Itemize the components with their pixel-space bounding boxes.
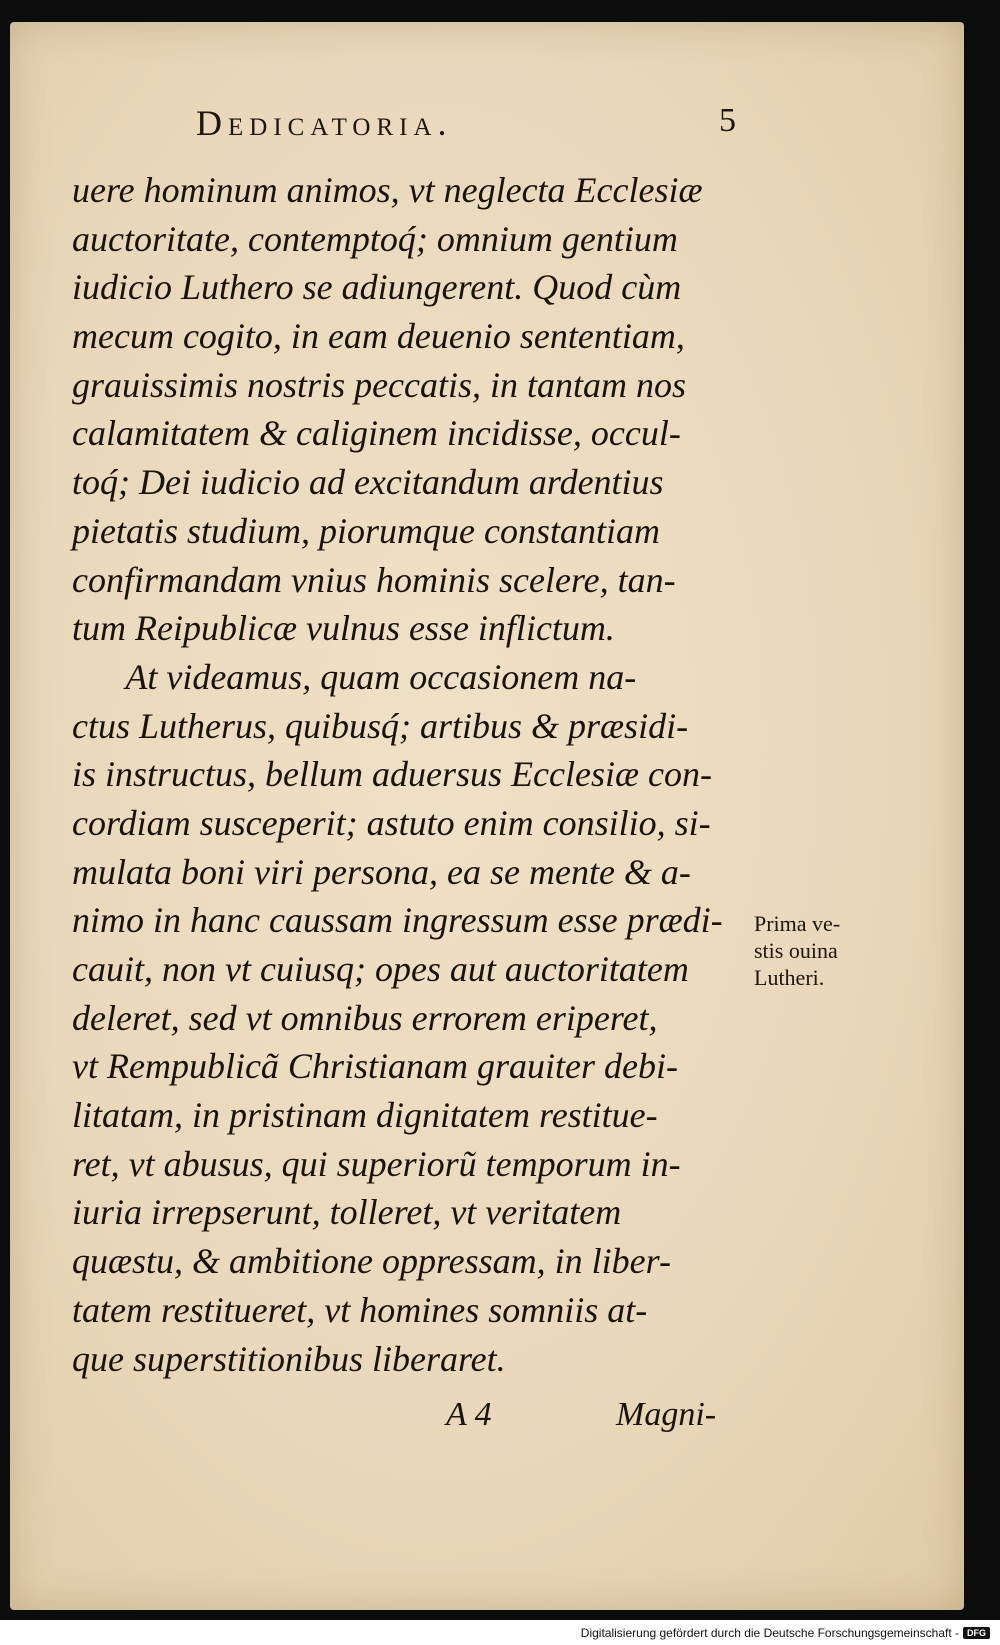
running-title: Dedicatoria. <box>196 103 453 143</box>
digitization-credit <box>581 1626 990 1640</box>
text-line: confirmandam vnius hominis scelere, tan- <box>72 559 676 600</box>
signature-mark: A 4 <box>446 1396 492 1433</box>
margin-note-line: Lutheri. <box>754 965 825 990</box>
margin-note-line: stis ouina <box>754 938 838 963</box>
text-line: grauissimis nostris peccatis, in tantam nos <box>72 364 687 405</box>
text-line: iuria irrepserunt, tolleret, vt veritatem <box>72 1192 622 1233</box>
book-page <box>10 22 964 1610</box>
text-line: tatem restitueret, vt homines somniis at- <box>72 1289 648 1330</box>
credit-text: Digitalisierung gefördert durch die Deutsche Forschungsgemeinschaft - <box>580 1626 959 1640</box>
catchword: Magni- <box>616 1396 717 1433</box>
text-line: nimo in hanc caussam ingressum esse prædi- <box>72 900 723 941</box>
text-line: uere hominum animos, vt neglecta Ecclesiæ <box>72 170 703 210</box>
dfg-logo: DFG <box>963 1627 990 1639</box>
text-line: At videamus, quam occasionem na- <box>72 656 637 697</box>
text-line: is instructus, bellum aduersus Ecclesiæ con- <box>72 754 712 795</box>
page-foot <box>446 1396 766 1446</box>
margin-note <box>754 910 884 991</box>
text-line: auctoritate, contemptoq́; omnium gentium <box>72 218 678 259</box>
text-line: cauit, non vt cuiusq; opes aut auctoritatem <box>72 949 689 989</box>
margin-note-line: Prima ve- <box>754 911 841 936</box>
text-line: pietatis studium, piorumque constantiam <box>72 510 660 551</box>
text-line: deleret, sed vt omnibus errorem eriperet, <box>72 997 658 1038</box>
text-line: tum Reipublicæ vulnus esse inflictum. <box>72 608 615 649</box>
page-number: 5 <box>719 102 736 139</box>
text-line: calamitatem & caliginem incidisse, occul- <box>72 413 681 454</box>
page-header <box>196 102 736 152</box>
text-line: toq́; Dei iudicio ad excitandum ardentius <box>72 462 664 503</box>
text-line: vt Rempublicã Christianam grauiter debi- <box>72 1046 678 1087</box>
text-line: quæstu, & ambitione oppressam, in liber- <box>72 1241 671 1282</box>
text-line: que superstitionibus liberaret. <box>72 1338 506 1379</box>
text-line: mulata boni viri persona, ea se mente & a- <box>72 851 691 892</box>
text-line: iudicio Luthero se adiungerent. Quod cùm <box>72 267 682 308</box>
text-line: ctus Lutherus, quibusq́; artibus & præsidi- <box>72 705 689 746</box>
body-text <box>72 166 772 1383</box>
text-line: ret, vt abusus, qui superiorũ temporum in- <box>72 1143 681 1184</box>
text-line: cordiam susceperit; astuto enim consilio, si- <box>72 802 711 843</box>
text-line: litatam, in pristinam dignitatem restitue- <box>72 1095 658 1136</box>
text-line: mecum cogito, in eam deuenio sententiam, <box>72 316 685 357</box>
